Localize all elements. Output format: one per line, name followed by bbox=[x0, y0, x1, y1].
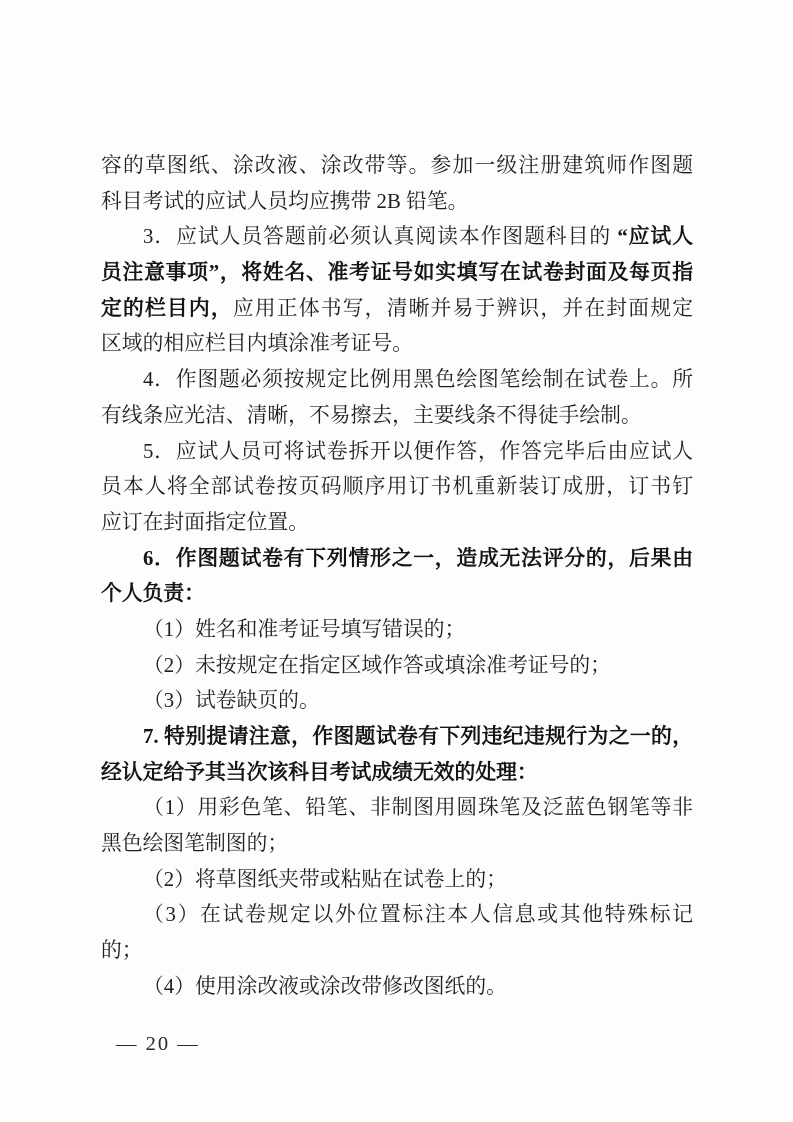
text-line bbox=[101, 219, 693, 255]
text-line bbox=[101, 648, 693, 684]
text-segment: 3．应试人员答题前必须认真阅读本作图题科目的 bbox=[143, 225, 618, 249]
text-segment: 应用正体书写，清晰并易于辨识，并在封面规定 bbox=[232, 296, 694, 320]
bold-text-segment: 7. 特别提请注意，作图题试卷有下列违纪违规行为之一的， bbox=[143, 725, 693, 748]
text-segment: （1）姓名和准考证号填写错误的； bbox=[143, 617, 466, 641]
text-line bbox=[101, 469, 693, 505]
bold-text-segment: “应试人 bbox=[617, 225, 693, 249]
text-line bbox=[101, 505, 693, 541]
text-segment: 区域的相应栏目内填涂准考证号。 bbox=[101, 332, 413, 356]
bold-text-segment: 定的栏目内， bbox=[101, 296, 233, 320]
text-line bbox=[101, 826, 693, 862]
text-line bbox=[101, 255, 693, 291]
text-line bbox=[101, 291, 693, 327]
text-line bbox=[101, 683, 693, 719]
text-segment: 有线条应光洁、清晰，不易擦去，主要线条不得徒手绘制。 bbox=[101, 403, 642, 427]
text-line bbox=[101, 755, 693, 791]
text-line bbox=[101, 612, 693, 648]
text-line bbox=[101, 398, 693, 434]
text-segment: （3）试卷缺页的。 bbox=[143, 689, 320, 713]
text-line bbox=[101, 326, 693, 362]
text-segment: 科目考试的应试人员均应携带 2B 铅笔。 bbox=[101, 189, 469, 213]
text-segment: 的； bbox=[101, 939, 143, 963]
text-line bbox=[101, 719, 693, 755]
text-segment: 黑色绘图笔制图的； bbox=[101, 832, 289, 856]
text-line bbox=[101, 969, 693, 1005]
text-segment: 员本人将全部试卷按页码顺序用订书机重新装订成册，订书钉 bbox=[101, 475, 693, 499]
text-line bbox=[101, 184, 693, 220]
text-line bbox=[101, 897, 693, 933]
text-line bbox=[101, 576, 693, 612]
bold-text-segment: 个人负责： bbox=[101, 582, 205, 606]
bold-text-segment: 经认定给予其当次该科目考试成绩无效的处理： bbox=[101, 760, 538, 784]
bold-text-segment: 6．作图题试卷有下列情形之一，造成无法评分的，后果由 bbox=[143, 546, 693, 570]
text-segment: （4）使用涂改液或涂改带修改图纸的。 bbox=[143, 974, 507, 998]
text-line bbox=[101, 862, 693, 898]
text-segment: 容的草图纸、涂改液、涂改带等。参加一级注册建筑师作图题 bbox=[101, 154, 693, 177]
text-line bbox=[101, 434, 693, 470]
bold-text-segment: 员注意事项”，将姓名、准考证号如实填写在试卷封面及每页指 bbox=[101, 261, 693, 285]
text-segment: 应订在封面指定位置。 bbox=[101, 510, 309, 534]
text-segment: （2）未按规定在指定区域作答或填涂准考证号的； bbox=[143, 653, 611, 677]
text-line bbox=[101, 933, 693, 969]
document-text-block bbox=[101, 148, 693, 1005]
text-segment: （1）用彩色笔、铅笔、非制图用圆珠笔及泛蓝色钢笔等非 bbox=[143, 796, 693, 820]
text-line bbox=[101, 148, 693, 184]
text-segment: 4．作图题必须按规定比例用黑色绘图笔绘制在试卷上。所 bbox=[143, 368, 693, 392]
text-line bbox=[101, 541, 693, 577]
text-line bbox=[101, 362, 693, 398]
text-segment: 5．应试人员可将试卷拆开以便作答，作答完毕后由应试人 bbox=[143, 439, 693, 463]
text-segment: （2）将草图纸夹带或粘贴在试卷上的； bbox=[143, 867, 507, 891]
page-number: — 20 — bbox=[116, 1033, 200, 1055]
text-segment: （3）在试卷规定以外位置标注本人信息或其他特殊标记 bbox=[143, 903, 693, 927]
text-line bbox=[101, 790, 693, 826]
